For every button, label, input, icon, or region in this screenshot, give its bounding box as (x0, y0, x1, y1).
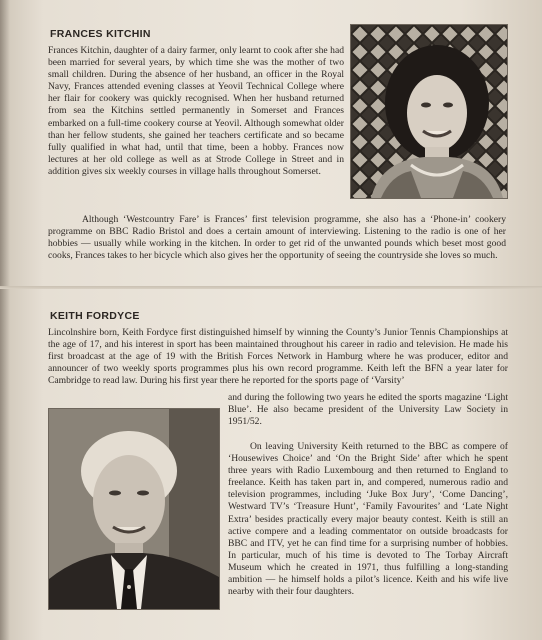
keith-heading: KEITH FORDYCE (50, 310, 140, 322)
frances-portrait-image (351, 25, 507, 198)
keith-portrait-image (49, 409, 219, 609)
frances-bio-wrapped: Frances Kitchin, daughter of a dairy farmer, only learnt to cook after she had been married for several years, by which time she was the mother of two small children. During the absence of her husband, an officer in the Royal Navy, Frances attended evening classes at Yeovil Technical College where her flair for cookery was quickly recognised. When her husband returned from sea the Kitchins settled permanently in Somerset and Frances embarked on a full-time cookery course at Yeovil. Although somewhat older than her fellow students, she gained her teachers certificate and so became fully qualified in what had, until that time, been a hobby. Frances now lectures at her old college as well as at Strode College in Street and in addition gives six weekly courses in village halls throughout Somerset. (48, 45, 344, 177)
frances-bio-full: Although ‘Westcountry Fare’ is Frances’ first television programme, she also has a ‘Phone-in’ cookery programme on BBC Radio Bristol and does a certain amount of interviewing. Listening to the radio is one of her hobbies — usually while working in the kitchen. In order to get rid of the unwanted pounds which beset most good cooks, Frances takes to her bicycle which also gives her the opportunity of seeing the countryside she loves so much. (48, 214, 506, 262)
keith-bio-wrapped-1: and during the following two years he edited the sports magazine ‘Light Blue’. He also became president of the University Law Society in 1951/52. (228, 392, 508, 428)
keith-photo (48, 408, 220, 610)
page-edge-shadow (0, 0, 10, 640)
frances-photo (350, 24, 508, 199)
frances-heading: FRANCES KITCHIN (50, 28, 151, 40)
keith-bio-full: Lincolnshire born, Keith Fordyce first distinguished himself by winning the County’s Junior Tennis Championships at the age of 17, and his interest in sport has been maintained throughout his career in radio and television. He made his first broadcast at the age of 19 with the British Forces Network in Hamburg where he was producer, editor and announcer of two weekly sports programmes plus his own record programme. Keith left the BFN a year later for Cambridge to read law. During his first year there he reported for the sports page of ‘Varsity’ (48, 327, 508, 387)
keith-bio-wrapped-2: On leaving University Keith returned to the BBC as compere of ‘Housewives Choice’ and ‘On the Bright Side’ after which he spent three years with Radio Luxembourg and then returned to England to freelance. Keith has taken part in, and compered, numerous radio and television programmes, including ‘Juke Box Jury’, ‘Come Dancing’, Westward TV’s ‘Treasure Hunt’, ‘Family Favourites’ and ‘Late Night Extra’ besides practically every major beauty contest. Keith is still an active compere and a leading commentator on outside broadcasts for BBC and ITV, yet he can find time for a surprising number of hobbies. In particular, much of his time is devoted to The Torbay Aircraft Museum which he created in 1971, thus fulfilling a long-standing ambition — he himself holds a pilot’s licence. Keith and his wife live nearby with their four daughters. (228, 441, 508, 598)
section-divider (0, 286, 542, 289)
